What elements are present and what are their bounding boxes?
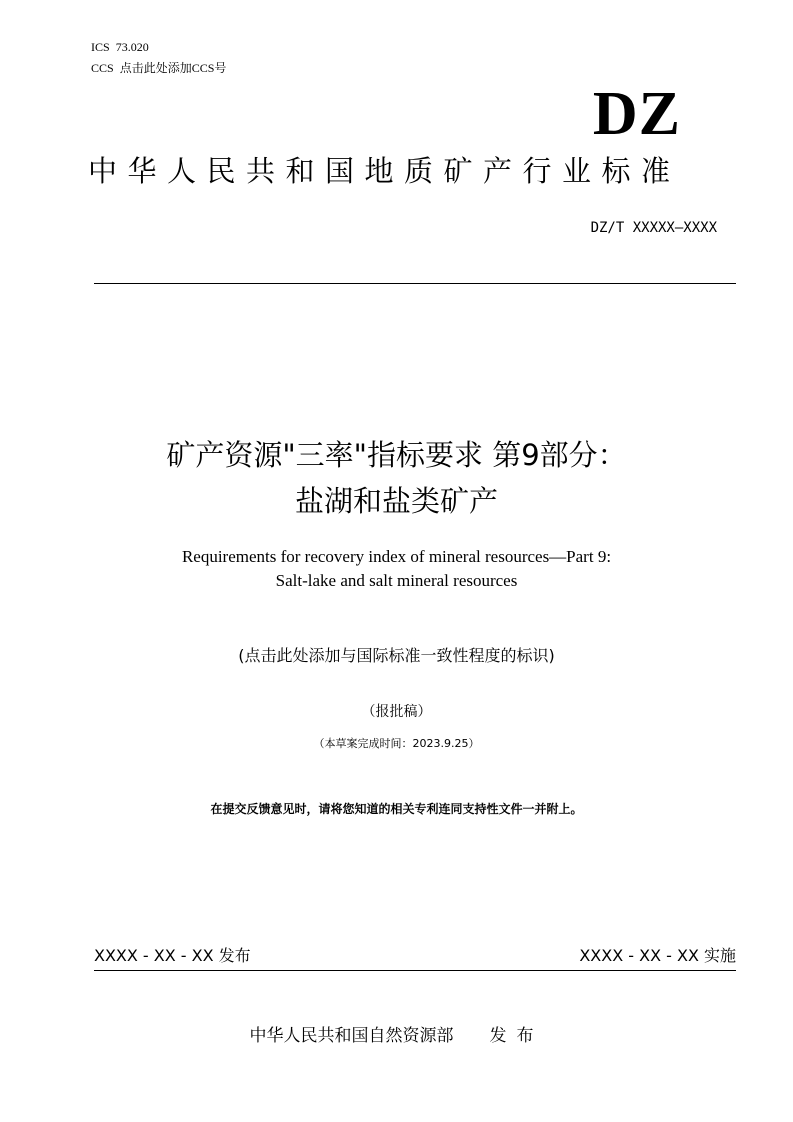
consistency-placeholder[interactable]: (点击此处添加与国际标准一致性程度的标识)	[238, 646, 555, 665]
ccs-placeholder[interactable]: 点击此处添加CCS号	[119, 61, 227, 75]
ccs-label: CCS	[91, 61, 114, 75]
implement-date: XXXX - XX - XX 实施	[579, 946, 736, 965]
draft-stage: （报批稿）	[361, 704, 432, 720]
ccs-line	[91, 61, 226, 75]
ics-code: 73.020	[115, 40, 149, 54]
standard-category: 中华人民共和国地质矿产行业标准	[88, 154, 681, 188]
title-english-line1: Requirements for recovery index of mineral resources—Part 9:	[181, 547, 612, 566]
issuer-name: 中华人民共和国自然资源部	[249, 1026, 454, 1046]
title-chinese-line1: 矿产资源"三率"指标要求 第9部分：	[166, 438, 627, 472]
ics-label: ICS	[91, 40, 110, 54]
dz-logo-mark: DZ	[592, 80, 681, 148]
title-chinese	[0, 432, 793, 524]
completion-date: （本草案完成时间：2023.9.25）	[313, 737, 480, 750]
issue-date: XXXX - XX - XX 发布	[94, 946, 251, 965]
patent-notice: 在提交反馈意见时，请将您知道的相关专利连同支持性文件一并附上。	[210, 802, 583, 816]
header-divider	[94, 283, 736, 284]
title-english-line2: Salt-lake and salt mineral resources	[275, 571, 518, 590]
publish-label: 发布	[489, 1026, 544, 1046]
standard-number: DZ/T XXXXX—XXXX	[590, 220, 717, 236]
issuer-line	[0, 1024, 793, 1048]
title-chinese-line2: 盐湖和盐类矿产	[294, 484, 498, 518]
title-english	[0, 545, 793, 593]
ics-line	[91, 40, 149, 54]
footer-divider	[94, 970, 736, 971]
